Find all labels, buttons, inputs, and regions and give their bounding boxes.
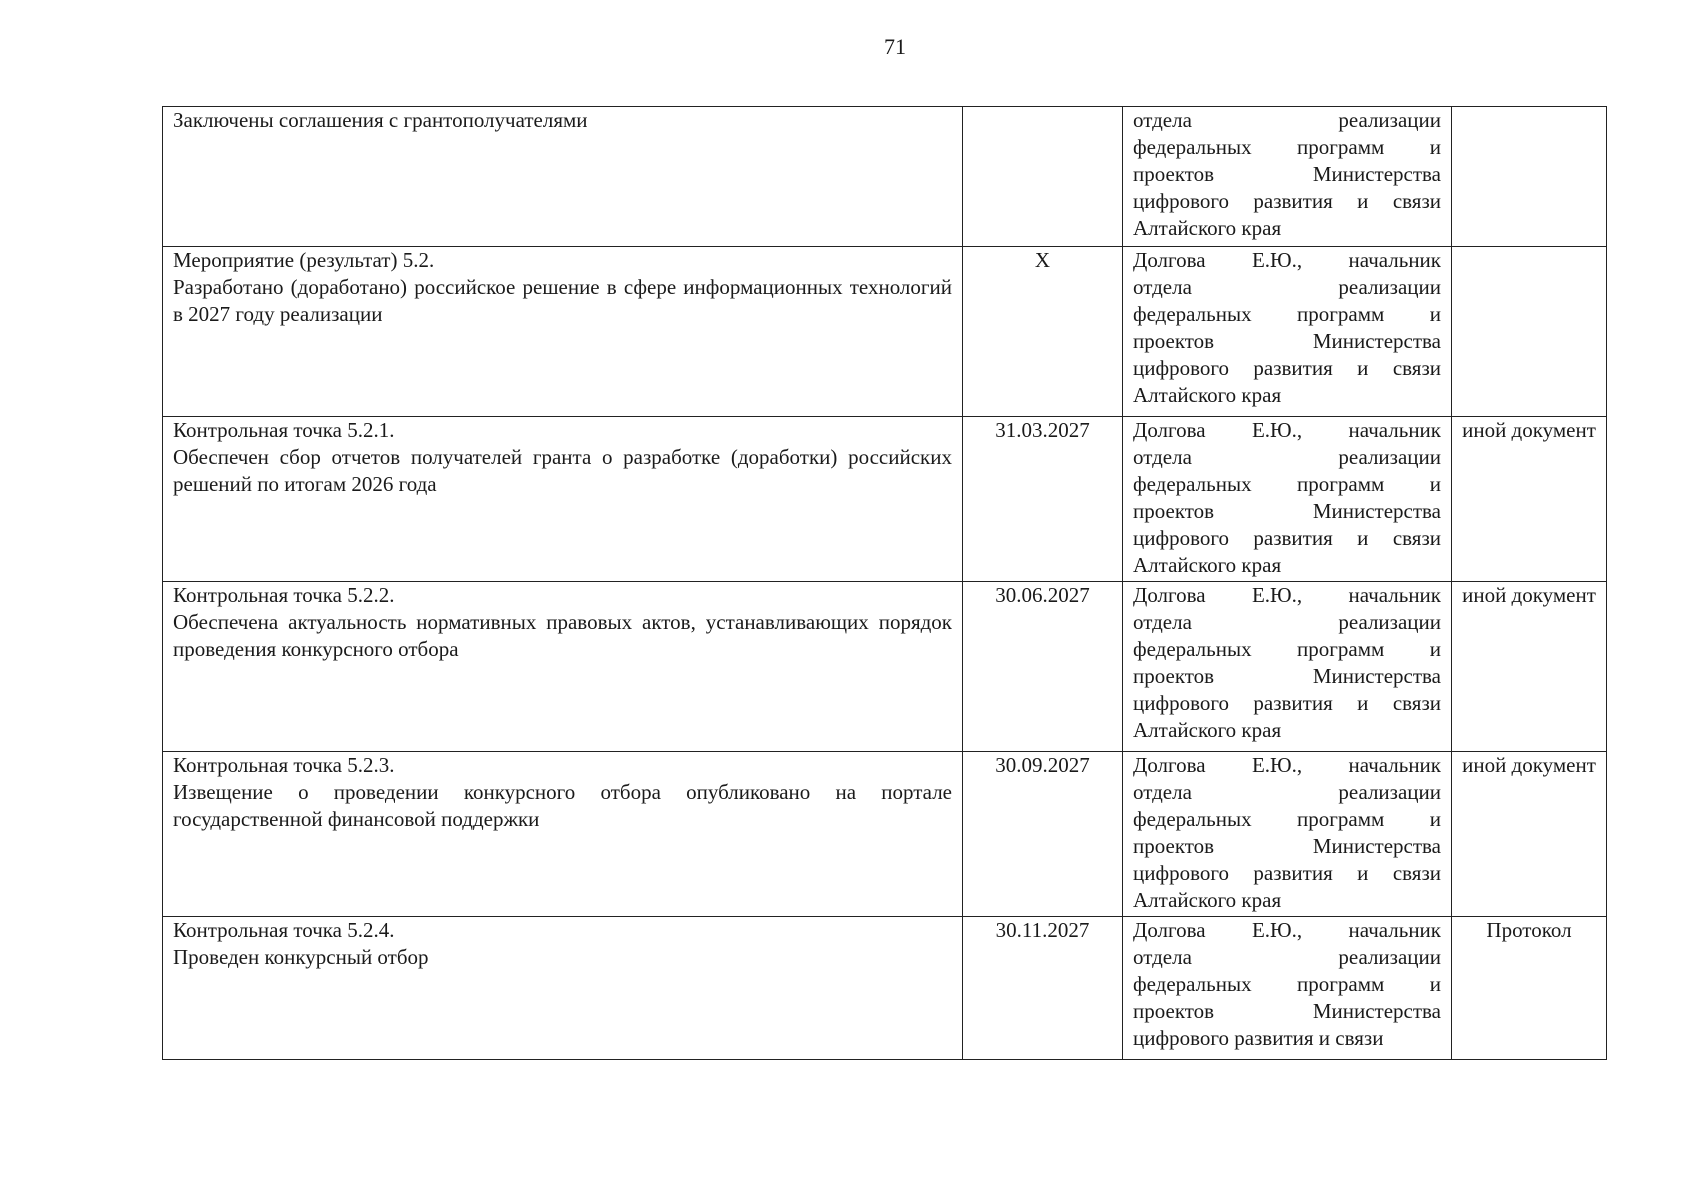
responsible-line: Алтайского края bbox=[1133, 718, 1282, 742]
table-row bbox=[163, 582, 1607, 752]
responsible-line: отдела реализации bbox=[1133, 610, 1441, 634]
responsible-line: цифрового развития и связи bbox=[1133, 861, 1441, 885]
event-description: Обеспечен сбор отчетов получателей гранта о разработке (доработки) российских решений по итогам 2026 года bbox=[173, 445, 952, 496]
page-number: 71 bbox=[884, 34, 906, 59]
event-cell bbox=[163, 107, 963, 247]
responsible-line: федеральных программ и bbox=[1133, 135, 1441, 159]
event-cell bbox=[163, 582, 963, 752]
responsible-line: отдела реализации bbox=[1133, 945, 1441, 969]
responsible-line: проектов Министерства bbox=[1133, 329, 1441, 353]
responsible-line: Долгова Е.Ю., начальник bbox=[1133, 583, 1441, 607]
date-cell: Х bbox=[963, 247, 1123, 417]
event-title: Мероприятие (результат) 5.2. bbox=[173, 248, 435, 272]
table-row bbox=[163, 417, 1607, 582]
responsible-cell bbox=[1123, 107, 1452, 247]
responsible-line: цифрового развития и связи bbox=[1133, 356, 1441, 380]
event-description: Извещение о проведении конкурсного отбора опубликовано на портале государственной финансовой поддержки bbox=[173, 780, 952, 831]
responsible-line: федеральных программ и bbox=[1133, 637, 1441, 661]
event-description: Проведен конкурсный отбор bbox=[173, 945, 429, 969]
responsible-line: федеральных программ и bbox=[1133, 302, 1441, 326]
responsible-line: Алтайского края bbox=[1133, 216, 1282, 240]
responsible-cell bbox=[1123, 582, 1452, 752]
control-points-table bbox=[162, 106, 1607, 1060]
event-title: Контрольная точка 5.2.1. bbox=[173, 418, 395, 442]
responsible-line: Алтайского края bbox=[1133, 888, 1282, 912]
responsible-line: отдела реализации bbox=[1133, 445, 1441, 469]
table-row bbox=[163, 917, 1607, 1060]
event-cell bbox=[163, 752, 963, 917]
document-type-cell: Протокол bbox=[1452, 917, 1607, 1060]
responsible-line: проектов Министерства bbox=[1133, 834, 1441, 858]
event-title: Контрольная точка 5.2.4. bbox=[173, 918, 395, 942]
responsible-line: проектов Министерства bbox=[1133, 664, 1441, 688]
document-type-cell: иной документ bbox=[1452, 752, 1607, 917]
responsible-line: проектов Министерства bbox=[1133, 999, 1441, 1023]
responsible-line: цифрового развития и связи bbox=[1133, 189, 1441, 213]
responsible-line: Долгова Е.Ю., начальник bbox=[1133, 918, 1441, 942]
responsible-line: Алтайского края bbox=[1133, 553, 1282, 577]
responsible-line: цифрового развития и связи bbox=[1133, 526, 1441, 550]
responsible-line: федеральных программ и bbox=[1133, 472, 1441, 496]
event-cell bbox=[163, 917, 963, 1060]
responsible-line: Алтайского края bbox=[1133, 383, 1282, 407]
date-cell: 30.11.2027 bbox=[963, 917, 1123, 1060]
event-description: Обеспечена актуальность нормативных правовых актов, устанавливающих порядок проведения конкурсного отбора bbox=[173, 610, 952, 661]
document-type-cell bbox=[1452, 107, 1607, 247]
event-title: Контрольная точка 5.2.3. bbox=[173, 753, 395, 777]
responsible-line: Долгова Е.Ю., начальник bbox=[1133, 248, 1441, 272]
responsible-line: Долгова Е.Ю., начальник bbox=[1133, 418, 1441, 442]
responsible-line: цифрового развития и связи bbox=[1133, 691, 1441, 715]
event-description: Разработано (доработано) российское решение в сфере информационных технологий в 2027 году реализации bbox=[173, 275, 952, 326]
date-cell: 31.03.2027 bbox=[963, 417, 1123, 582]
date-cell bbox=[963, 107, 1123, 247]
event-cell bbox=[163, 417, 963, 582]
event-title: Заключены соглашения с грантополучателями bbox=[173, 108, 588, 132]
event-cell bbox=[163, 247, 963, 417]
responsible-line: федеральных программ и bbox=[1133, 972, 1441, 996]
responsible-line: проектов Министерства bbox=[1133, 162, 1441, 186]
table-row bbox=[163, 107, 1607, 247]
responsible-line: отдела реализации bbox=[1133, 275, 1441, 299]
document-type-cell: иной документ bbox=[1452, 417, 1607, 582]
responsible-line: отдела реализации bbox=[1133, 780, 1441, 804]
responsible-line: проектов Министерства bbox=[1133, 499, 1441, 523]
responsible-line: цифрового развития и связи bbox=[1133, 1026, 1384, 1050]
date-cell: 30.09.2027 bbox=[963, 752, 1123, 917]
table-row bbox=[163, 752, 1607, 917]
responsible-cell bbox=[1123, 417, 1452, 582]
responsible-cell bbox=[1123, 247, 1452, 417]
document-type-cell bbox=[1452, 247, 1607, 417]
document-type-cell: иной документ bbox=[1452, 582, 1607, 752]
responsible-cell bbox=[1123, 752, 1452, 917]
responsible-line: отдела реализации bbox=[1133, 108, 1441, 132]
responsible-line: федеральных программ и bbox=[1133, 807, 1441, 831]
date-cell: 30.06.2027 bbox=[963, 582, 1123, 752]
responsible-line: Долгова Е.Ю., начальник bbox=[1133, 753, 1441, 777]
event-title: Контрольная точка 5.2.2. bbox=[173, 583, 395, 607]
table-row bbox=[163, 247, 1607, 417]
responsible-cell bbox=[1123, 917, 1452, 1060]
